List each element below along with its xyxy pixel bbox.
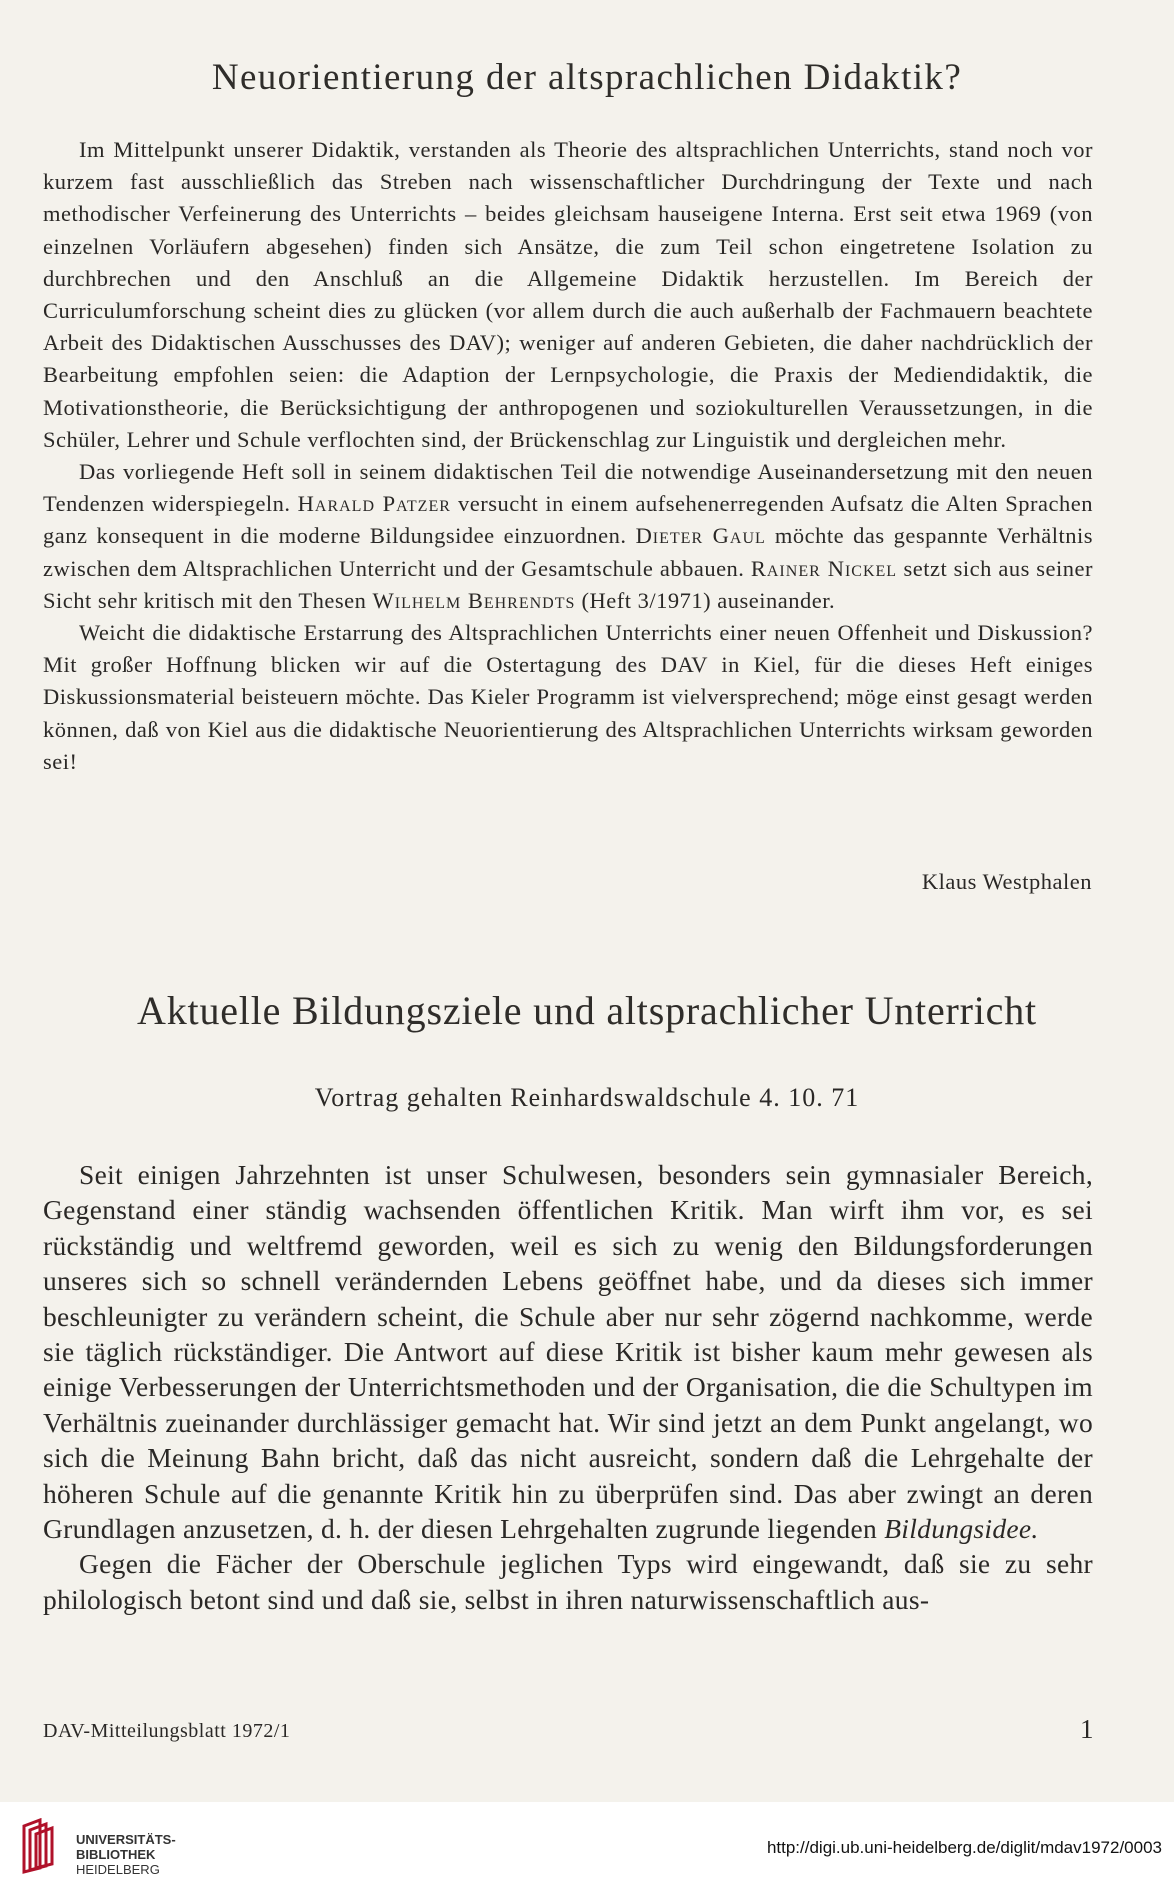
page-number: 1 — [1080, 1714, 1094, 1744]
article-body — [43, 134, 1093, 778]
author-name: Harald Patzer — [297, 491, 451, 517]
paragraph: Gegen die Fächer der Oberschule jeglichen Typs wird eingewandt, daß sie zu sehr philologisch betont sind und daß sie, selbst in ihren naturwissenschaftlich aus- — [43, 1548, 1093, 1615]
author-name: Dieter Gaul — [635, 523, 766, 549]
article-body — [43, 1157, 1093, 1617]
paragraph: Weicht die didaktische Erstarrung des Altsprachlichen Unterrichts einer neuen Offenheit und Diskussion? Mit großer Hoffnung blicken wir auf die Ostertagung des DAV in Kiel, für die dieses Heft einiges Diskussionsmaterial beisteuern möchte. Das Kieler Programm ist vielversprechend; möge einst gesagt werden können, daß von Kiel aus die didaktische Neuorientierung des Altsprachlichen Unterrichts wirksam geworden sei! — [43, 620, 1093, 774]
author-name: Wilhelm Behrendts — [372, 587, 576, 613]
library-banner — [0, 1802, 1174, 1895]
library-logo-icon — [18, 1818, 64, 1874]
author-name: Rainer Nickel — [750, 555, 898, 581]
paragraph: Das vorliegende Heft soll in seinem didaktischen Teil die notwendige Auseinandersetzung mit den neuen Tendenzen widerspiegeln. Harald Patzer versucht in einem aufsehenerregenden Aufsatz die Alten Sprachen ganz konsequent in die moderne Bildungsidee einzuordnen. Dieter Gaul möchte das gespannte Verhältnis zwischen dem Altsprachlichen Unterricht und der Gesamtschule abbauen. Rainer Nickel setzt sich aus seiner Sicht sehr kritisch mit den Thesen Wilhelm Behrendts (Heft 3/1971) auseinander. — [43, 459, 1094, 613]
signature: Klaus Westphalen — [921, 869, 1092, 894]
article-subtitle: Vortrag gehalten Reinhardswaldschule 4. 10. 71 — [314, 1083, 860, 1112]
source-url-link[interactable]: http://digi.ub.uni-heidelberg.de/diglit/mdav1972/0003 — [766, 1838, 1162, 1857]
journal-name: DAV-Mitteilungsblatt 1972/1 — [43, 1720, 291, 1742]
paragraph: Im Mittelpunkt unserer Didaktik, verstanden als Theorie des altsprachlichen Unterrichts, stand noch vor kurzem fast ausschließlich das Streben nach wissenschaftlicher Durchdringung der Texte und nach methodischer Verfeinerung des Unterrichts – beides gleichsam hauseigene Interna. Erst seit etwa 1969 (von einzelnen Vorläufern abgesehen) finden sich Ansätze, die zum Teil schon eingetretene Isolation zu durchbrechen und den Anschluß an die Allgemeine Didaktik herzustellen. Im Bereich der Curriculumforschung scheint dies zu glücken (vor allem durch die auch außerhalb der Fachmauern beachtete Arbeit des Didaktischen Ausschusses des DAV); weniger auf anderen Gebieten, die daher nachdrücklich der Bearbeitung empfohlen seien: die Adaption der Lernpsychologie, die Praxis der Mediendidaktik, die Motivationstheorie, die Berücksichtigung der anthropogenen und soziokulturellen Veraussetzungen, in die Schüler, Lehrer und Schule verflochten sind, der Brückenschlag zur Linguistik und dergleichen mehr. — [43, 137, 1093, 452]
page-footer — [43, 1714, 1094, 1744]
article-title: Aktuelle Bildungsziele und altsprachlicher Unterricht — [137, 988, 1037, 1033]
library-name: UNIVERSITÄTS- BIBLIOTHEK HEIDELBERG — [76, 1832, 176, 1877]
emphasis: Bildungsidee. — [884, 1513, 1039, 1545]
article-title: Neuorientierung der altsprachlichen Didaktik? — [211, 57, 963, 98]
paragraph: Seit einigen Jahrzehnten ist unser Schulwesen, besonders sein gymnasialer Bereich, Gegenstand einer ständig wachsenden öffentlichen Kritik. Man wirft ihm vor, es sei rückständig und weltfremd geworden, weil es sich zu wenig den Bildungsforderungen unseres sich so schnell verändernden Lebens geöffnet habe, und da dieses sich immer beschleunigter zu verändern scheint, die Schule aber nur sehr zögernd nachkomme, werde sie täglich rückständiger. Die Antwort auf diese Kritik ist bisher kaum mehr gewesen als einige Verbesserungen der Unterrichtsmethoden und der Organisation, die die Schultypen im Verhältnis zueinander durchlässiger gemacht hat. Wir sind jetzt an dem Punkt angelangt, wo sich die Meinung Bahn bricht, daß das nicht ausreicht, sondern daß die Lehrgehalte der höheren Schule auf die genannte Kritik hin zu überprüfen sind. Das aber zwingt an deren Grundlagen anzusetzen, d. h. der diesen Lehrgehalten zugrunde liegenden Bildungsidee. — [43, 1159, 1093, 1545]
